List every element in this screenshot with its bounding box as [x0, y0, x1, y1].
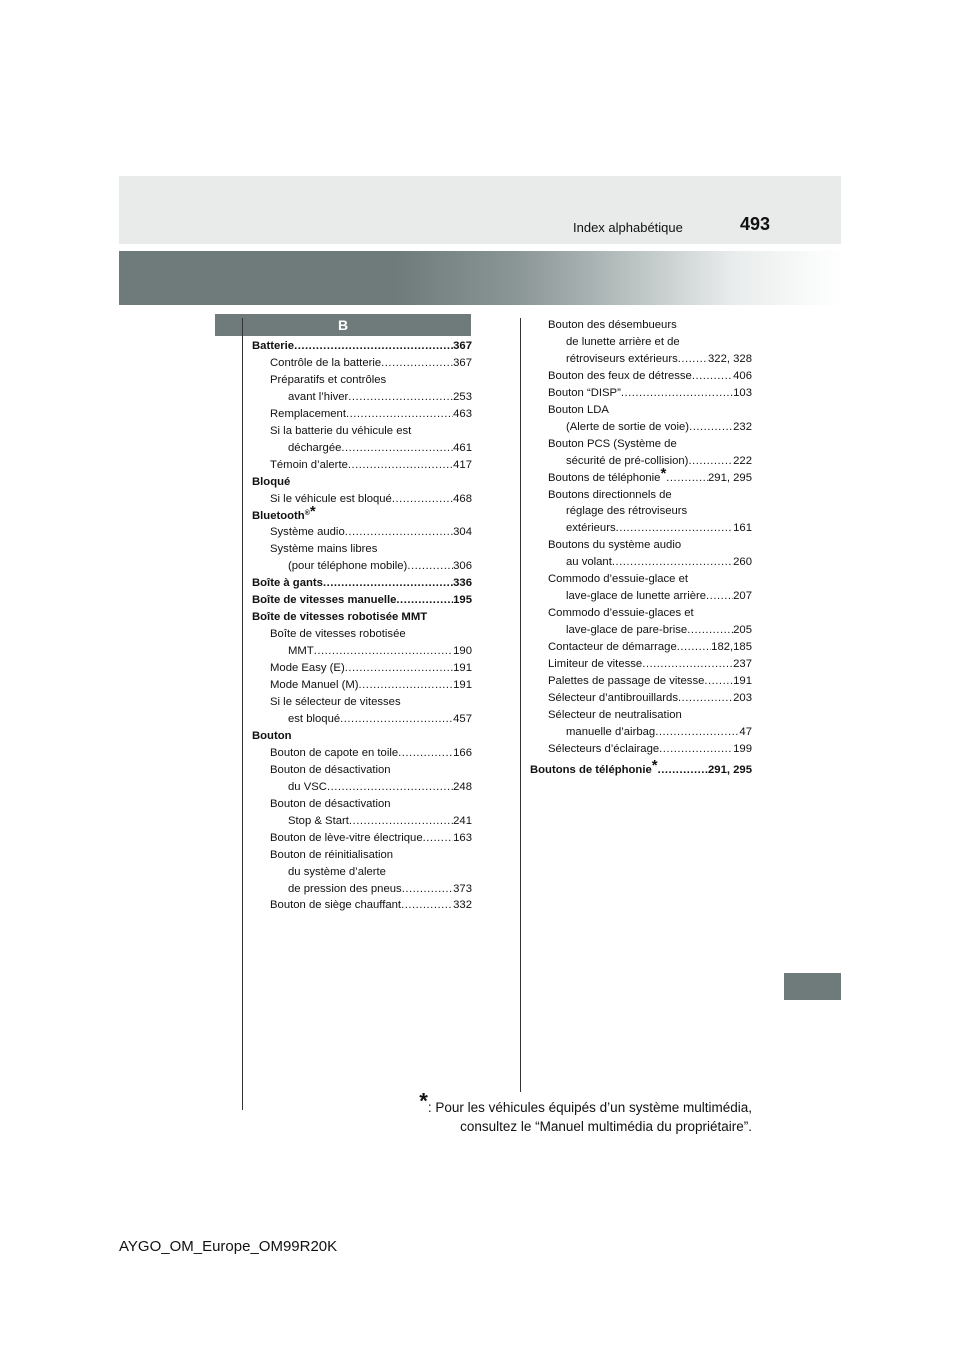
chapter-tab	[784, 973, 841, 1000]
gradient-band	[119, 251, 841, 305]
index-entry[interactable]: Boîte de vitesses manuelle ..... 195	[252, 592, 472, 609]
index-entry-text: Bouton des désembueurs	[548, 319, 677, 331]
index-entry[interactable]: Boutons de téléphonie* ..... 291, 295	[530, 470, 752, 487]
index-entry-text: Boutons du système audio	[548, 539, 682, 552]
index-entry-text: Si la batterie du véhicule est	[270, 424, 412, 437]
index-entry[interactable]: est bloqué ..... 457	[252, 711, 472, 728]
header-band	[119, 176, 841, 244]
left-margin-rule	[242, 318, 243, 1110]
index-entry[interactable]: Bouton de lève-vitre électrique ..... 163	[252, 830, 472, 847]
index-entry[interactable]: Contrôle de la batterie ..... 367	[252, 355, 472, 372]
index-entry[interactable]: rétroviseurs extérieurs ..... 322, 328	[530, 351, 752, 368]
index-entry-text: Commodo d’essuie-glace et	[548, 573, 689, 586]
index-heading: Bloqué	[252, 475, 291, 488]
registered-mark: ®	[304, 509, 310, 517]
index-entry-text: Sélecteur de neutralisation	[548, 708, 682, 721]
index-entry-text: Bouton LDA	[548, 403, 609, 416]
column-divider	[520, 318, 521, 1092]
index-entry[interactable]: Mode Easy (E) ..... 191	[252, 660, 472, 677]
index-entry[interactable]: Remplacement ..... 463	[252, 406, 472, 423]
index-entry-text: Boutons directionnels de	[548, 488, 672, 501]
index-entry[interactable]: Contacteur de démarrage ..... 182,185	[530, 639, 752, 656]
index-entry[interactable]: Palettes de passage de vitesse ..... 191	[530, 673, 752, 690]
index-entry-text: Préparatifs et contrôles	[270, 373, 387, 386]
index-entry[interactable]: Bouton de capote en toile ..... 166	[252, 745, 472, 762]
index-entry-text: Commodo d’essuie-glaces et	[548, 607, 694, 620]
index-entry[interactable]: Témoin d’alerte ..... 417	[252, 457, 472, 474]
index-entry[interactable]: Système audio ..... 304	[252, 524, 472, 541]
index-entry[interactable]: du VSC ..... 248	[252, 779, 472, 796]
index-entry-text: Bouton de désactivation	[270, 797, 391, 810]
index-entry-text: réglage des rétroviseurs	[566, 505, 688, 518]
index-entry-text: Si le sélecteur de vitesses	[270, 696, 401, 709]
page-number: 493	[740, 214, 771, 234]
index-entry[interactable]: Si le véhicule est bloqué ..... 468	[252, 491, 472, 508]
index-entry[interactable]: Bouton de siège chauffant ..... 332	[252, 897, 472, 914]
index-entry[interactable]: Boîte à gants ..... 336	[252, 575, 472, 592]
index-entry[interactable]: (Alerte de sortie de voie) ..... 232	[530, 419, 752, 436]
index-heading: Boîte de vitesses robotisée MMT	[252, 611, 428, 624]
index-entry-text: Bouton de réinitialisation	[270, 848, 394, 861]
footnote-asterisk: *	[419, 1088, 428, 1114]
index-entry-text: Bouton de désactivation	[270, 763, 391, 776]
index-entry[interactable]: Sélecteurs d’éclairage ..... 199	[530, 741, 752, 758]
footnote-line-1: : Pour les véhicules équipés d’un système multimédia,	[427, 1100, 752, 1115]
index-entry[interactable]: extérieurs ..... 161	[530, 520, 752, 537]
index-entry[interactable]: Limiteur de vitesse ..... 237	[530, 656, 752, 673]
index-entry[interactable]: lave-glace de pare-brise ..... 205	[530, 622, 752, 639]
index-entry[interactable]: Bouton des feux de détresse ..... 406	[530, 368, 752, 385]
footnote	[380, 1088, 752, 1136]
index-letter-header: B	[215, 314, 471, 336]
index-entry[interactable]: déchargée ..... 461	[252, 440, 472, 457]
index-entry[interactable]: Sélecteur d’antibrouillards ..... 203	[530, 690, 752, 707]
index-entry[interactable]: manuelle d’airbag ..... 47	[530, 724, 752, 741]
index-entry-text: du système d’alerte	[288, 865, 386, 878]
footnote-line-2: consultez le “Manuel multimédia du propriétaire”.	[460, 1119, 752, 1134]
index-entry[interactable]: au volant ..... 260	[530, 554, 752, 571]
index-entry[interactable]: Bouton “DISP” ..... 103	[530, 385, 752, 402]
index-entry[interactable]: Mode Manuel (M) ..... 191	[252, 677, 472, 694]
index-entry[interactable]: lave-glace de lunette arrière ..... 207	[530, 588, 752, 605]
index-column-left	[252, 338, 472, 914]
index-entry[interactable]: avant l’hiver ..... 253	[252, 389, 472, 406]
index-entry[interactable]: de pression des pneus ..... 373	[252, 881, 472, 898]
index-heading: Bluetooth®*	[252, 502, 316, 522]
index-heading: Bouton	[252, 729, 292, 742]
footnote-asterisk: *	[309, 502, 316, 520]
footnote-asterisk: *	[660, 464, 667, 482]
index-column-right	[530, 317, 752, 779]
document-id: AYGO_OM_Europe_OM99R20K	[119, 1238, 338, 1255]
index-entry[interactable]: sécurité de pré-collision) ..... 222	[530, 453, 752, 470]
index-entry[interactable]: Stop & Start ..... 241	[252, 813, 472, 830]
index-entry[interactable]: (pour téléphone mobile) ..... 306	[252, 558, 472, 575]
index-entry-text: Système mains libres	[270, 543, 378, 556]
index-entry[interactable]: Boutons de téléphonie* ..... 291, 295	[530, 762, 752, 779]
index-entry[interactable]: MMT ..... 190	[252, 643, 472, 660]
index-entry-text: Bouton PCS (Système de	[548, 437, 677, 450]
footnote-asterisk: *	[651, 756, 658, 774]
index-entry-text: Boîte de vitesses robotisée	[270, 628, 406, 641]
index-entry-text: de lunette arrière et de	[566, 335, 680, 348]
section-title: Index alphabétique	[573, 220, 683, 235]
index-entry[interactable]: Batterie ..... 367	[252, 338, 472, 355]
